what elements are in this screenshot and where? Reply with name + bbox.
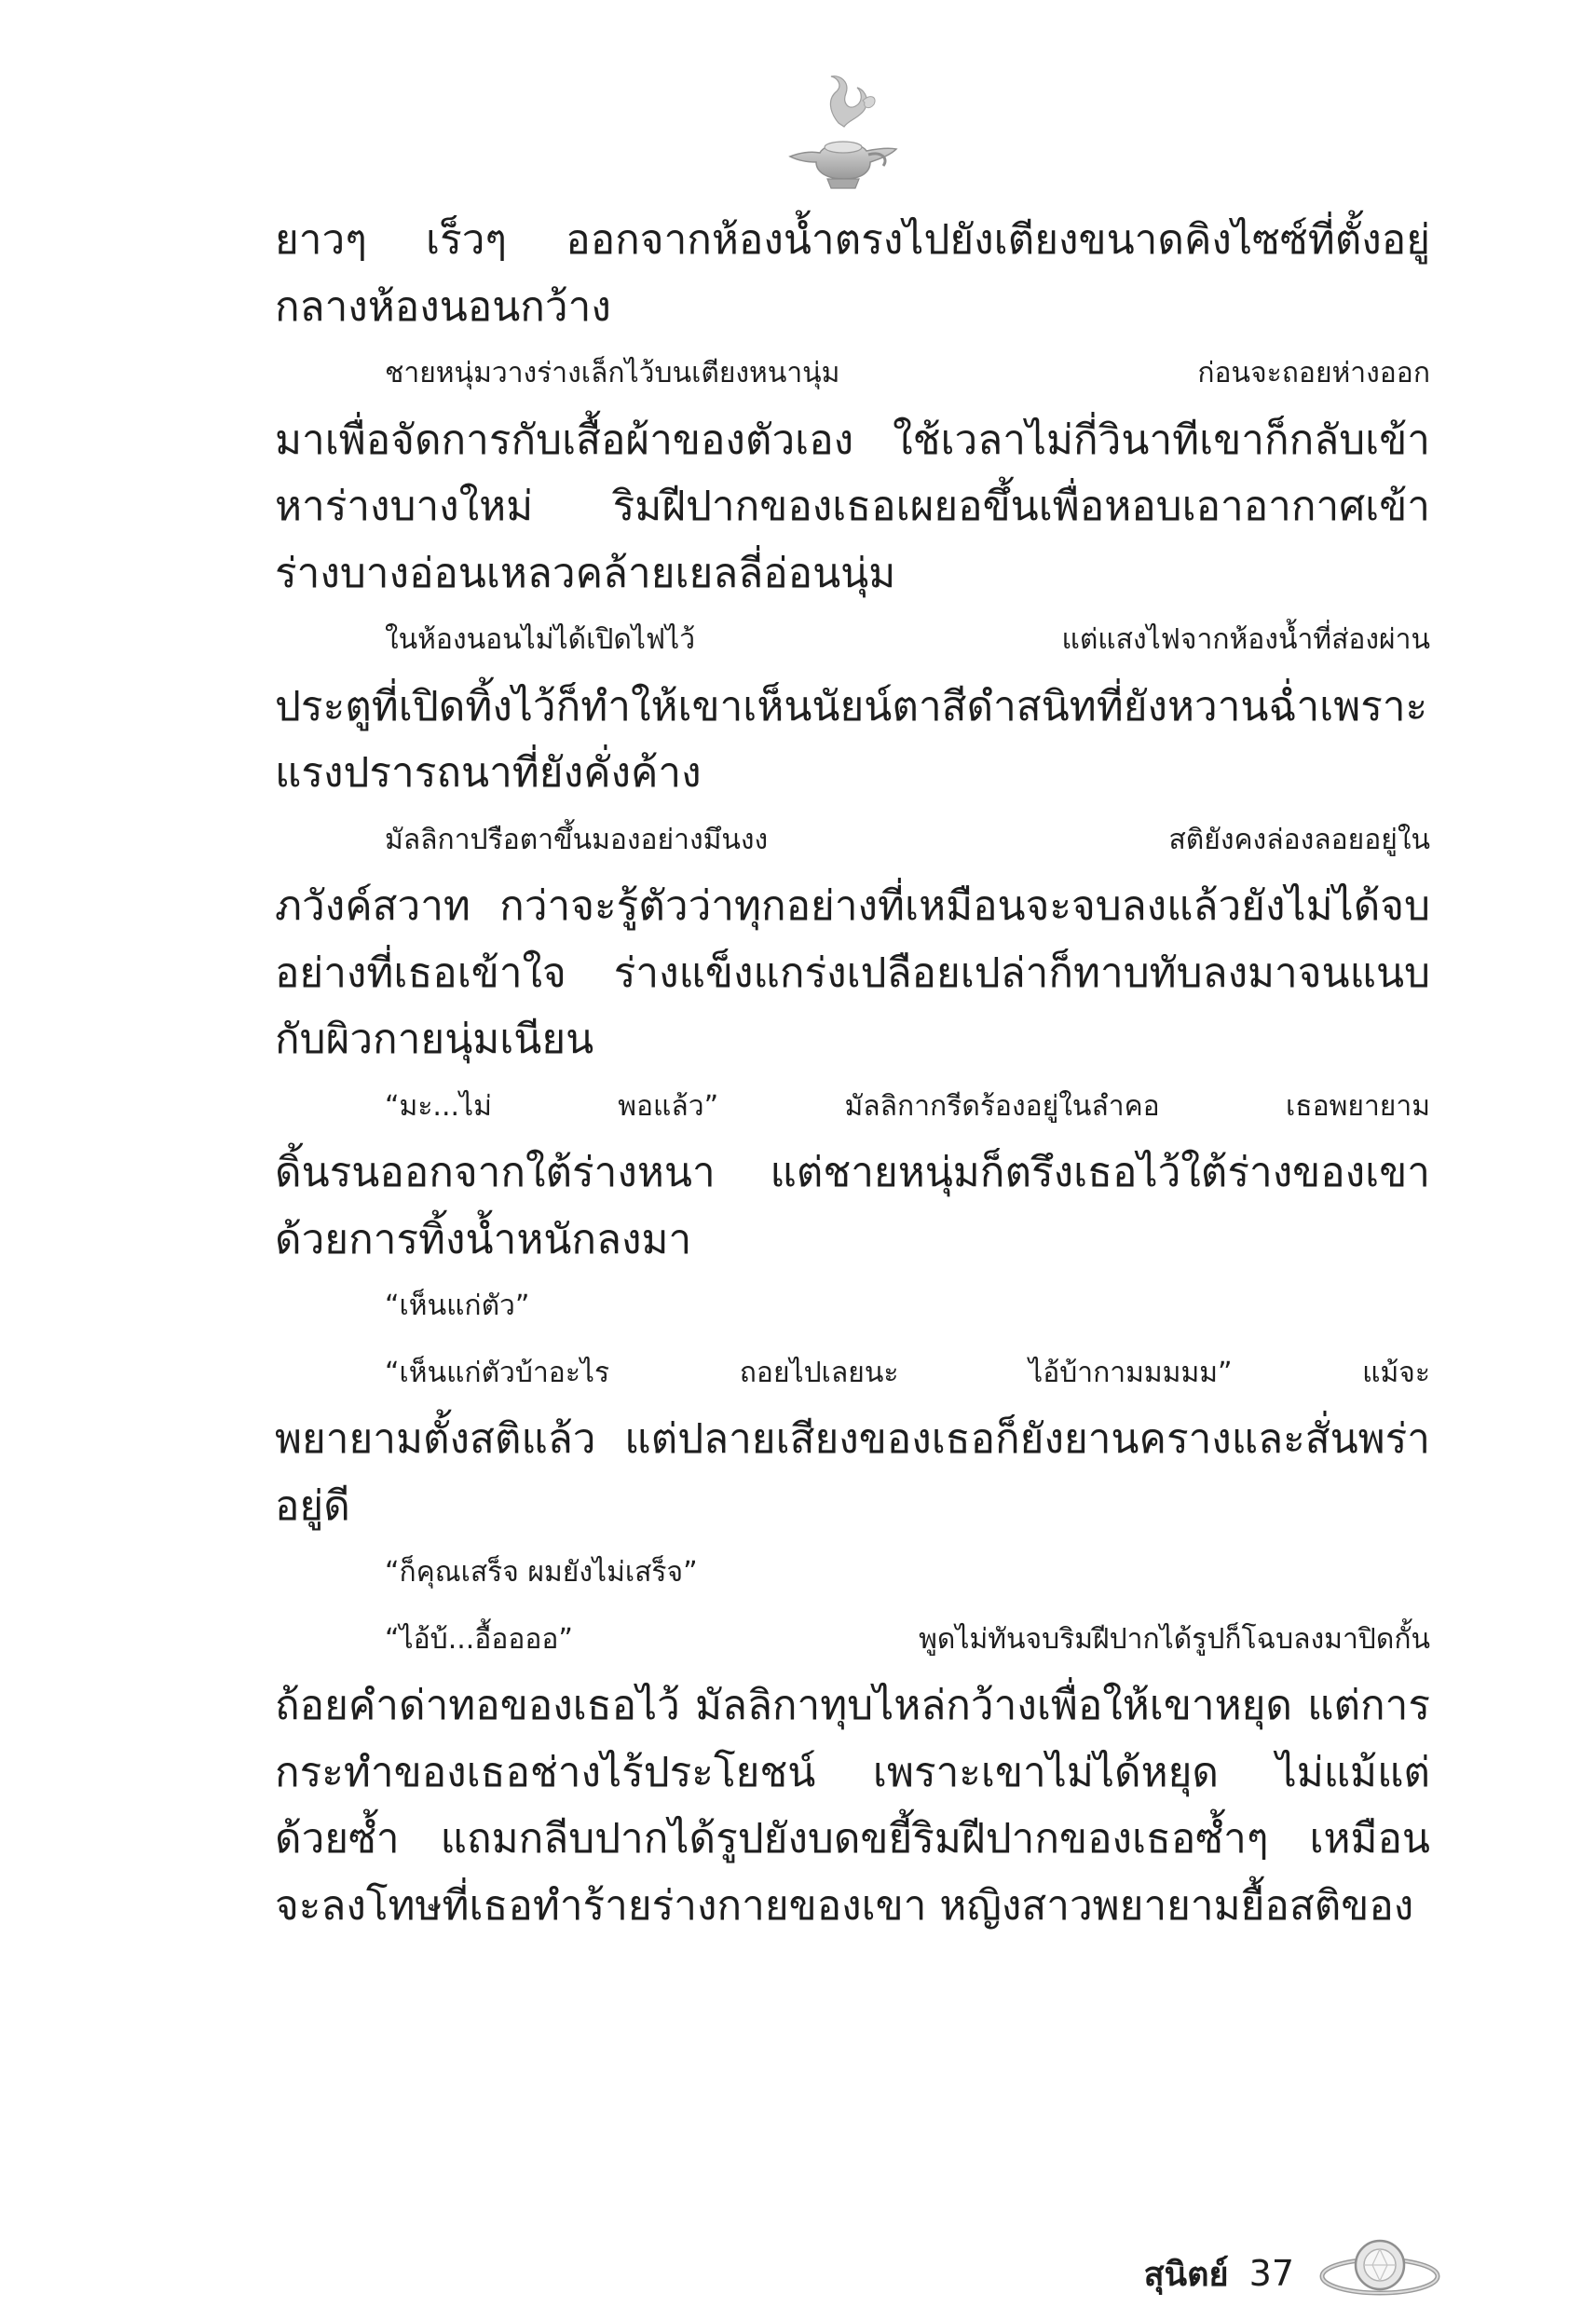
text-line: อยู่ดี bbox=[275, 1481, 350, 1530]
text-line: กับผิวกายนุ่มเนียน bbox=[275, 1016, 594, 1063]
text-line: “เห็นแก่ตัวบ้าอะไร ถอยไปเลยนะ ไอ้บ้ากามมมมม” แม้จะ bbox=[385, 1356, 1430, 1389]
text-line: มัลลิกาปรือตาขึ้นมองอย่างมึนงง สติยังคงล่องลอยอยู่ใน bbox=[385, 823, 1430, 856]
text-line: ถ้อยคำด่าทอของเธอไว้ มัลลิกาทุบไหล่กว้างเพื่อให้เขาหยุด แต่การ bbox=[275, 1682, 1430, 1729]
chapter-body-text bbox=[275, 207, 1430, 1939]
text-line: ภวังค์สวาท กว่าจะรู้ตัวว่าทุกอย่างที่เหมือนจะจบลงแล้วยังไม่ได้จบ bbox=[275, 882, 1430, 930]
diamond-ring-icon bbox=[1315, 2231, 1445, 2315]
text-line: กลางห้องนอนกว้าง bbox=[275, 282, 611, 331]
page-footer bbox=[1144, 2227, 1445, 2320]
text-line: “ไอ้บ้...อื้ออออ” พูดไม่ทันจบริมฝีปากได้รูปก็โฉบลงมาปิดกั้น bbox=[385, 1622, 1430, 1656]
text-line: ยาวๆ เร็วๆ ออกจากห้องน้ำตรงไปยังเตียงขนาดคิงไซซ์ที่ตั้งอยู่ bbox=[275, 216, 1430, 264]
text-line: จะลงโทษที่เธอทำร้ายร่างกายของเขา หญิงสาวพยายามยื้อสติของ bbox=[275, 1881, 1414, 1930]
magic-lamp-icon bbox=[773, 65, 913, 205]
text-line: ดิ้นรนออกจากใต้ร่างหนา แต่ชายหนุ่มก็ตรึงเธอไว้ใต้ร่างของเขา bbox=[275, 1149, 1430, 1196]
page-number: 37 bbox=[1248, 2253, 1294, 2294]
text-line: แรงปรารถนาที่ยังคั่งค้าง bbox=[275, 749, 702, 797]
text-line: “เห็นแก่ตัว” bbox=[385, 1290, 530, 1322]
text-line: พยายามตั้งสติแล้ว แต่ปลายเสียงของเธอก็ยังยานครางและสั่นพร่า bbox=[275, 1415, 1430, 1463]
text-line: ร่างบางอ่อนเหลวคล้ายเยลลี่อ่อนนุ่ม bbox=[275, 549, 896, 597]
text-line: ชายหนุ่มวางร่างเล็กไว้บนเตียงหนานุ่ม ก่อนจะถอยห่างออก bbox=[385, 357, 1430, 389]
text-line: กระทำของเธอช่างไร้ประโยชน์ เพราะเขาไม่ได้หยุด ไม่แม้แต่ bbox=[275, 1748, 1430, 1796]
book-title: สุนิตย์ bbox=[1143, 2255, 1229, 2294]
text-line: ประตูที่เปิดทิ้งไว้ก็ทำให้เขาเห็นนัยน์ตาสีดำสนิทที่ยังหวานฉ่ำเพราะ bbox=[275, 682, 1428, 730]
text-line: “มะ...ไม่ พอแล้ว” มัลลิกากรีดร้องอยู่ในลำคอ เธอพยายาม bbox=[385, 1089, 1430, 1123]
text-line: ในห้องนอนไม่ได้เปิดไฟไว้ แต่แสงไฟจากห้องน้ำที่ส่องผ่าน bbox=[385, 623, 1430, 656]
text-line: ด้วยซ้ำ แถมกลีบปากได้รูปยังบดขยี้ริมฝีปากของเธอซ้ำๆ เหมือน bbox=[275, 1815, 1430, 1863]
text-line: มาเพื่อจัดการกับเสื้อผ้าของตัวเอง ใช้เวลาไม่กี่วินาทีเขาก็กลับเข้า bbox=[275, 416, 1430, 464]
text-line: “ก็คุณเสร็จ ผมยังไม่เสร็จ” bbox=[385, 1556, 698, 1589]
text-line: ด้วยการทิ้งน้ำหนักลงมา bbox=[275, 1215, 692, 1263]
text-line: อย่างที่เธอเข้าใจ ร่างแข็งแกร่งเปลือยเปล่าก็ทาบทับลงมาจนแนบ bbox=[275, 948, 1430, 997]
text-line: หาร่างบางใหม่ ริมฝีปากของเธอเผยอขึ้นเพื่อหอบเอาอากาศเข้า bbox=[275, 483, 1430, 530]
